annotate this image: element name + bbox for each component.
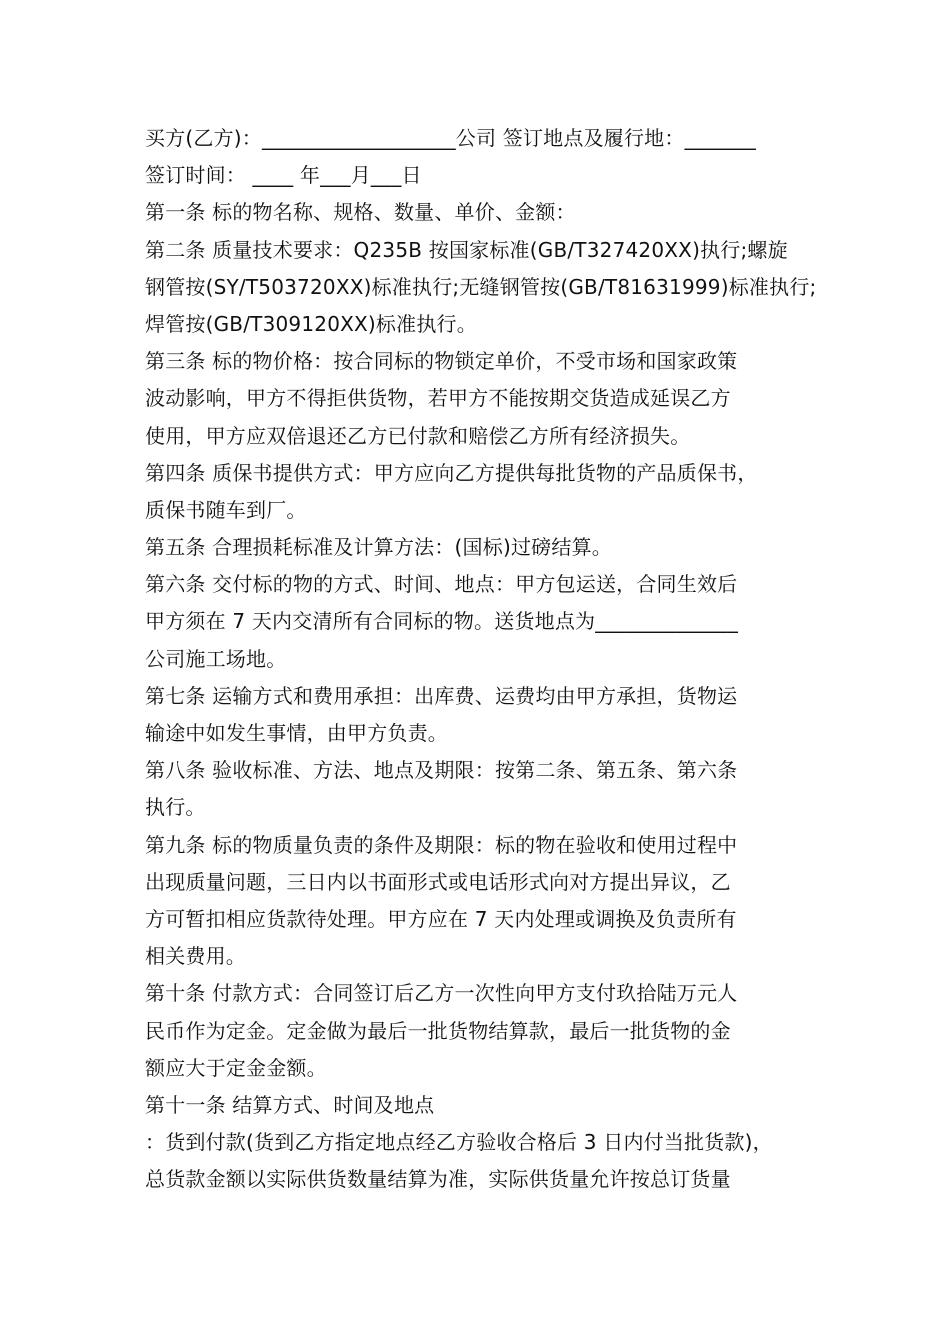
text-line: 相关费用。 <box>145 944 246 969</box>
text-line: 第四条 质保书提供方式：甲方应向乙方提供每批货物的产品质保书， <box>145 460 758 485</box>
text-line: 第一条 标的物名称、规格、数量、单价、金额： <box>145 200 576 225</box>
text-line: 第六条 交付标的物的方式、时间、地点：甲方包运送，合同生效后 <box>145 572 738 597</box>
text-line: 买方(乙方)：___________________公司 签订地点及履行地：_______ <box>145 126 756 150</box>
text-line: 方可暂扣相应货款待处理。甲方应在 7 天内处理或调换及负责所有 <box>145 906 737 931</box>
text-line: 输途中如发生事情，由甲方负责。 <box>145 721 448 745</box>
text-line: 焊管按(GB/T309120XX)标准执行。 <box>145 311 477 336</box>
text-line: 出现质量问题，三日内以书面形式或电话形式向对方提出异议，乙 <box>145 869 731 894</box>
text-line: 波动影响，甲方不得拒供货物，若甲方不能按期交货造成延误乙方 <box>145 386 731 411</box>
text-line: 公司施工场地。 <box>145 646 287 671</box>
text-line: 第三条 标的物价格：按合同标的物锁定单价，不受市场和国家政策 <box>145 349 738 374</box>
contract-body <box>145 120 825 1198</box>
text-line: 第八条 验收标准、方法、地点及期限：按第二条、第五条、第六条 <box>145 758 738 783</box>
text-line: 钢管按(SY/T503720XX)标准执行;无缝钢管按(GB/T81631999)标准执行; <box>145 274 817 299</box>
text-line: 额应大于定金金额。 <box>145 1055 327 1080</box>
text-line: 第十一条 结算方式、时间及地点 <box>145 1092 435 1117</box>
text-line: 第二条 质量技术要求：Q235B 按国家标准(GB/T327420XX)执行;螺旋 <box>145 237 788 262</box>
text-line: ：货到付款(货到乙方指定地点经乙方验收合格后 3 日内付当批货款)， <box>145 1130 773 1155</box>
text-line: 执行。 <box>145 795 206 820</box>
text-line: 民币作为定金。定金做为最后一批货物结算款，最后一批货物的金 <box>145 1018 731 1043</box>
text-line: 第五条 合理损耗标准及计算方法：(国标)过磅结算。 <box>145 535 612 560</box>
text-line: 质保书随车到厂。 <box>145 497 307 522</box>
text-line: 第十条 付款方式：合同签订后乙方一次性向甲方支付玖拾陆万元人 <box>145 981 738 1006</box>
text-line: 甲方须在 7 天内交清所有合同标的物。送货地点为______________ <box>145 609 739 634</box>
text-line: 签订时间： ____ 年___月___日 <box>145 163 422 188</box>
text-line: 第七条 运输方式和费用承担：出库费、运费均由甲方承担，货物运 <box>145 683 738 708</box>
text-line: 第九条 标的物质量负责的条件及期限：标的物在验收和使用过程中 <box>145 832 738 857</box>
text-line: 总货款金额以实际供货数量结算为准，实际供货量允许按总订货量 <box>145 1167 731 1192</box>
text-line: 使用，甲方应双倍退还乙方已付款和赔偿乙方所有经济损失。 <box>145 423 691 448</box>
